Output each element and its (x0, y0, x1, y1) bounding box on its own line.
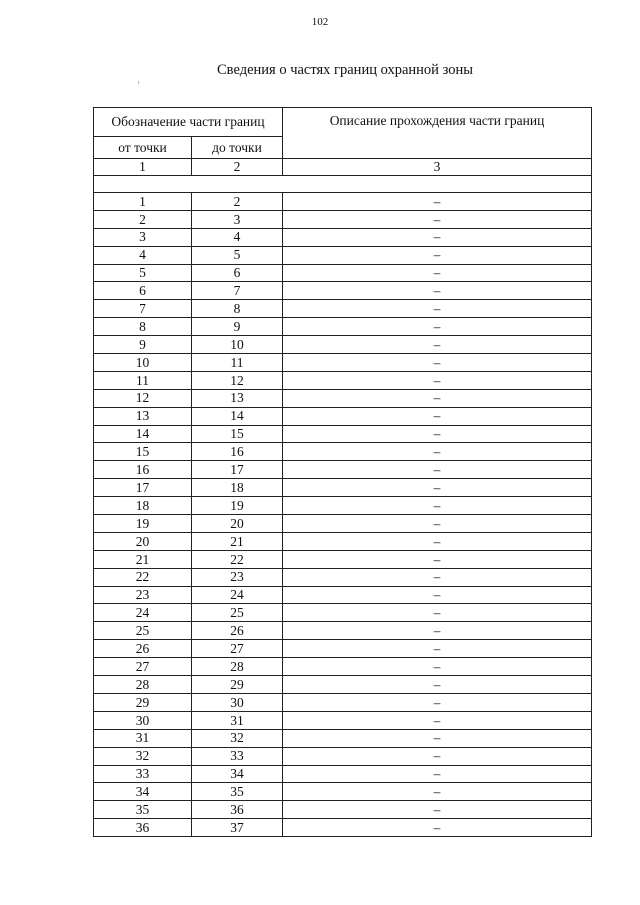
description-cell: – (283, 461, 592, 479)
table-row (94, 264, 592, 282)
to-cell: 4 (192, 228, 283, 246)
to-cell: 19 (192, 497, 283, 515)
table-row (94, 336, 592, 354)
description-cell: – (283, 354, 592, 372)
description-cell: – (283, 765, 592, 783)
header-group-cell: Обозначение части границ (94, 108, 283, 137)
to-cell: 34 (192, 765, 283, 783)
from-cell: 24 (94, 604, 192, 622)
from-cell: 21 (94, 550, 192, 568)
to-cell: 14 (192, 407, 283, 425)
table-row (94, 711, 592, 729)
table-row (94, 193, 592, 211)
description-cell: – (283, 264, 592, 282)
blank-row (94, 176, 592, 193)
table-row (94, 550, 592, 568)
table-row (94, 210, 592, 228)
to-cell: 31 (192, 711, 283, 729)
to-cell: 30 (192, 693, 283, 711)
table-row (94, 425, 592, 443)
from-cell: 31 (94, 729, 192, 747)
description-cell: – (283, 693, 592, 711)
to-cell: 21 (192, 532, 283, 550)
from-cell: 32 (94, 747, 192, 765)
from-cell: 10 (94, 354, 192, 372)
from-cell: 12 (94, 389, 192, 407)
from-cell: 35 (94, 801, 192, 819)
column-number-2: 2 (192, 159, 283, 176)
description-cell: – (283, 801, 592, 819)
table-row (94, 389, 592, 407)
from-cell: 29 (94, 693, 192, 711)
table-row (94, 819, 592, 837)
from-cell: 22 (94, 568, 192, 586)
from-cell: 19 (94, 515, 192, 533)
table-row (94, 658, 592, 676)
page-number: 102 (311, 16, 329, 28)
table-row (94, 640, 592, 658)
description-cell: – (283, 300, 592, 318)
to-cell: 7 (192, 282, 283, 300)
from-cell: 6 (94, 282, 192, 300)
description-cell: – (283, 193, 592, 211)
table-row (94, 783, 592, 801)
to-cell: 28 (192, 658, 283, 676)
table-row (94, 497, 592, 515)
description-cell: – (283, 210, 592, 228)
table-row (94, 371, 592, 389)
to-cell: 33 (192, 747, 283, 765)
table-row (94, 729, 592, 747)
to-cell: 13 (192, 389, 283, 407)
from-cell: 26 (94, 640, 192, 658)
table-row (94, 532, 592, 550)
description-cell: – (283, 711, 592, 729)
to-cell: 24 (192, 586, 283, 604)
description-cell: – (283, 604, 592, 622)
scan-mark (138, 81, 139, 84)
to-cell: 16 (192, 443, 283, 461)
from-cell: 33 (94, 765, 192, 783)
from-cell: 23 (94, 586, 192, 604)
table-row (94, 515, 592, 533)
description-cell: – (283, 532, 592, 550)
table-row (94, 443, 592, 461)
to-cell: 10 (192, 336, 283, 354)
to-cell: 20 (192, 515, 283, 533)
description-cell: – (283, 586, 592, 604)
description-cell: – (283, 640, 592, 658)
table-row (94, 246, 592, 264)
to-cell: 29 (192, 676, 283, 694)
to-cell: 36 (192, 801, 283, 819)
from-cell: 18 (94, 497, 192, 515)
header-to-cell: до точки (192, 137, 283, 159)
to-cell: 27 (192, 640, 283, 658)
from-cell: 13 (94, 407, 192, 425)
column-number-1: 1 (94, 159, 192, 176)
to-cell: 12 (192, 371, 283, 389)
from-cell: 17 (94, 479, 192, 497)
table-row (94, 228, 592, 246)
from-cell: 15 (94, 443, 192, 461)
description-cell: – (283, 783, 592, 801)
from-cell: 28 (94, 676, 192, 694)
description-cell: – (283, 425, 592, 443)
to-cell: 15 (192, 425, 283, 443)
from-cell: 9 (94, 336, 192, 354)
description-cell: – (283, 729, 592, 747)
from-cell: 27 (94, 658, 192, 676)
boundary-table (93, 107, 592, 837)
table-row (94, 461, 592, 479)
from-cell: 20 (94, 532, 192, 550)
column-number-3: 3 (283, 159, 592, 176)
from-cell: 7 (94, 300, 192, 318)
description-cell: – (283, 747, 592, 765)
description-cell: – (283, 515, 592, 533)
table-row (94, 479, 592, 497)
to-cell: 26 (192, 622, 283, 640)
from-cell: 2 (94, 210, 192, 228)
table-row (94, 693, 592, 711)
table-row (94, 568, 592, 586)
to-cell: 2 (192, 193, 283, 211)
to-cell: 5 (192, 246, 283, 264)
from-cell: 16 (94, 461, 192, 479)
description-cell: – (283, 389, 592, 407)
table-row (94, 407, 592, 425)
description-cell: – (283, 676, 592, 694)
from-cell: 8 (94, 318, 192, 336)
description-cell: – (283, 228, 592, 246)
table-row (94, 676, 592, 694)
table-row (94, 801, 592, 819)
description-cell: – (283, 246, 592, 264)
to-cell: 22 (192, 550, 283, 568)
header-description-cell: Описание прохождения части границ (283, 108, 592, 159)
description-cell: – (283, 371, 592, 389)
from-cell: 36 (94, 819, 192, 837)
description-cell: – (283, 336, 592, 354)
description-cell: – (283, 479, 592, 497)
to-cell: 23 (192, 568, 283, 586)
to-cell: 35 (192, 783, 283, 801)
description-cell: – (283, 550, 592, 568)
table-row (94, 604, 592, 622)
to-cell: 8 (192, 300, 283, 318)
table-row (94, 622, 592, 640)
table-row (94, 765, 592, 783)
from-cell: 25 (94, 622, 192, 640)
table-row (94, 747, 592, 765)
to-cell: 11 (192, 354, 283, 372)
description-cell: – (283, 819, 592, 837)
to-cell: 32 (192, 729, 283, 747)
from-cell: 1 (94, 193, 192, 211)
from-cell: 3 (94, 228, 192, 246)
description-cell: – (283, 568, 592, 586)
table-row (94, 300, 592, 318)
description-cell: – (283, 282, 592, 300)
to-cell: 3 (192, 210, 283, 228)
to-cell: 17 (192, 461, 283, 479)
table-row (94, 586, 592, 604)
description-cell: – (283, 658, 592, 676)
from-cell: 11 (94, 371, 192, 389)
description-cell: – (283, 318, 592, 336)
from-cell: 30 (94, 711, 192, 729)
to-cell: 37 (192, 819, 283, 837)
description-cell: – (283, 622, 592, 640)
to-cell: 18 (192, 479, 283, 497)
blank-cell (94, 176, 592, 193)
from-cell: 34 (94, 783, 192, 801)
description-cell: – (283, 407, 592, 425)
to-cell: 6 (192, 264, 283, 282)
to-cell: 9 (192, 318, 283, 336)
from-cell: 14 (94, 425, 192, 443)
table-row (94, 282, 592, 300)
table-row (94, 318, 592, 336)
description-cell: – (283, 497, 592, 515)
to-cell: 25 (192, 604, 283, 622)
table-header-row (94, 108, 592, 137)
header-from-cell: от точки (94, 137, 192, 159)
document-title: Сведения о частях границ охранной зоны (217, 62, 473, 78)
from-cell: 5 (94, 264, 192, 282)
from-cell: 4 (94, 246, 192, 264)
description-cell: – (283, 443, 592, 461)
table-row (94, 354, 592, 372)
column-number-row (94, 159, 592, 176)
